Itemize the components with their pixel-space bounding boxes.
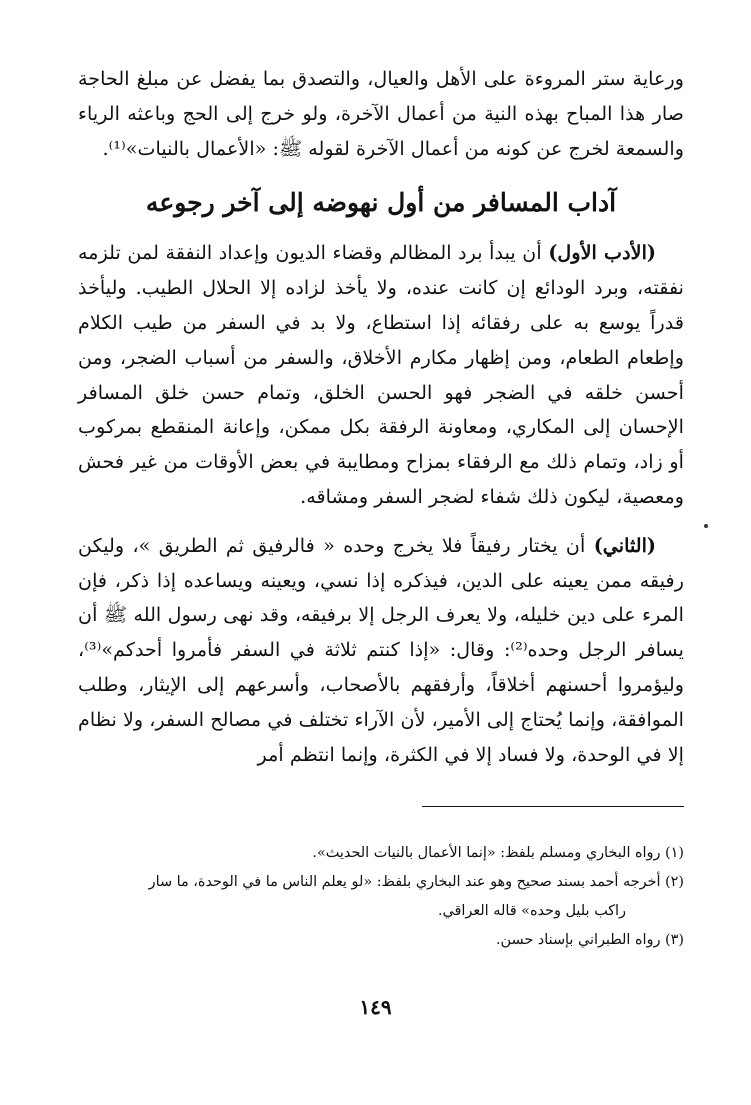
adab-first-text: أن يبدأ برد المظالم وقضاء الديون وإعداد النفقة لمن تلزمه نفقته، وبرد الودائع إن كانت عنده، ولا يأخذ لزاده إلا الحلال الطيب. وليأخذ قدراً يوسع به على رفقائه إذا استطاع، ولا بد في السفر من طيب الكلام وإطعام الطعام، ومن إظهار مكارم الأخلاق، والسفر من أسباب الضجر، ومن أحسن خلقه في الضجر فهو الحسن الخلق، وتمام حسن خلق المسافر الإحسان إلى المكاري، ومعاونة الرفقة بكل ممكن، وإعانة المنقطع بمركوب أو زاد، وتمام ذلك مع الرفقاء بمزاح ومطايبة في بعض الأوقات من غير فحش ومعصية، ليكون ذلك شفاء لضجر السفر ومشاقه. [78, 241, 684, 508]
footnotes [78, 840, 684, 956]
footnote-3: (٣) رواه الطبراني بإسناد حسن. [495, 932, 684, 948]
adab-second-lead: (الثاني) [593, 533, 656, 557]
opening-paragraph: ورعاية ستر المروءة على الأهل والعيال، والتصدق بما يفضل عن مبلغ الحاجة صار هذا المباح بهذه النية من أعمال الآخرة، ولو خرج إلى الحج وباعثه الرياء والسمعة لخرج عن كونه من أعمال الآخرة لقوله ﷺ: «الأعمال بالنيات»⁽¹⁾. [78, 67, 684, 160]
margin-dot [704, 524, 708, 528]
adab-first-lead: (الأدب الأول) [548, 241, 656, 265]
adab-first-paragraph [78, 236, 684, 514]
page-body [78, 62, 684, 772]
page-number: ١٤٩ [359, 995, 392, 1019]
footnote-2: (٢) أخرجه أحمد بسند صحيح وهو عند البخاري بلفظ: «لو يعلم الناس ما في الوحدة، ما سار [148, 874, 684, 890]
adab-second-text: أن يختار رفيقاً فلا يخرج وحده « فالرفيق ثم الطريق »، وليكن رفيقه ممن يعينه على الدين، فيذكره إذا نسي، ويعينه ويساعده إذا ذكر، فإن المرء على دين خليله، ولا يعرف الرجل إلا برفيقه، وقد نهى رسول الله ﷺ أن يسافر الرجل وحده⁽²⁾: وقال: «إذا كنتم ثلاثة في السفر فأمروا أحدكم»⁽³⁾، وليؤمروا أحسنهم أخلاقاً، وأرفقهم بالأصحاب، وأسرعهم إلى الإيثار، وطلب الموافقة، وإنما يُحتاج إلى الأمير، لأن الآراء تختلف في مصالح السفر، ولا نظام إلا في الوحدة، ولا فساد إلا في الكثرة، وإنما انتظم أمر [78, 533, 684, 766]
adab-second-paragraph [78, 529, 684, 773]
footnote-1: (١) رواه البخاري ومسلم بلفظ: «إنما الأعمال بالنيات الحديث». [312, 845, 684, 861]
footnote-2-continued: راكب بليل وحده» قاله العراقي. [437, 903, 626, 919]
footnote-separator [422, 806, 684, 807]
section-heading: آداب المسافر من أول نهوضه إلى آخر رجوعه [145, 188, 617, 218]
